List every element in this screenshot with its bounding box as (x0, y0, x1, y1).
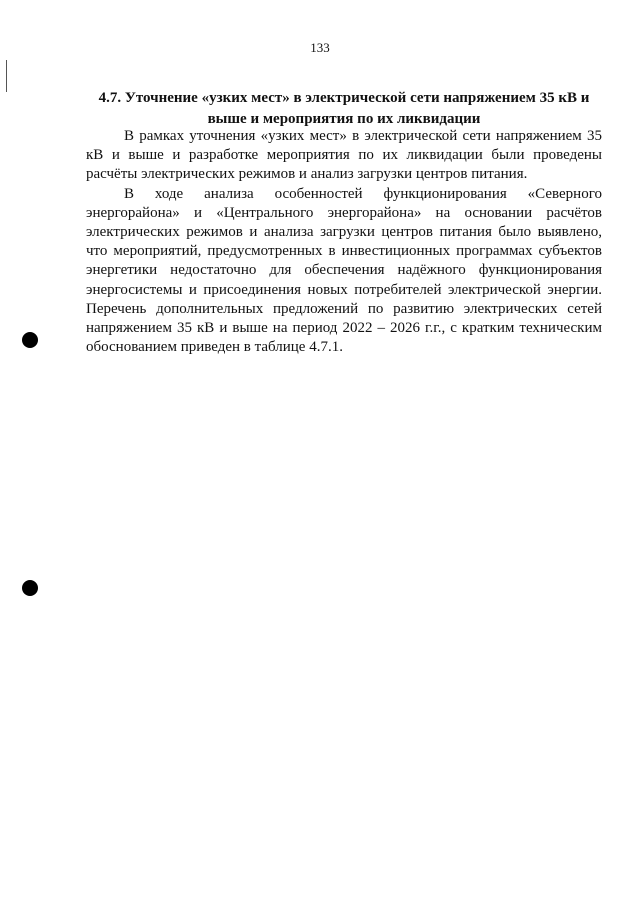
paragraph: В рамках уточнения «узких мест» в электрической сети напряжением 35 кВ и выше и разработке мероприятия по их ликвидации были проведены расчёты электрических режимов и анализ загрузки центров питания. (86, 128, 602, 183)
punch-hole-mark (22, 332, 38, 348)
scan-edge-mark (6, 60, 7, 92)
punch-hole-mark (22, 580, 38, 596)
page-number: 133 (310, 40, 330, 55)
section-heading: 4.7. Уточнение «узких мест» в электрической сети напряжением 35 кВ и выше и мероприятия по их ликвидации (98, 90, 590, 127)
paragraph: В ходе анализа особенностей функционирования «Северного энергорайона» и «Центрального энергорайона» на основании расчётов электрических режимов и анализа загрузки центров питания было выявлено, что мероприятий, предусмотренных в инвестиционных программах субъектов энергетики недостаточно для обеспечения надёжного функционирования энергосистемы и присоединения новых потребителей электрической энергии. Перечень дополнительных предложений по развитию электрических сетей напряжением 35 кВ и выше на период 2022 – 2026 г.г., с кратким техническим обоснованием приведен в таблице 4.7.1. (86, 185, 602, 356)
body-text (86, 127, 602, 357)
